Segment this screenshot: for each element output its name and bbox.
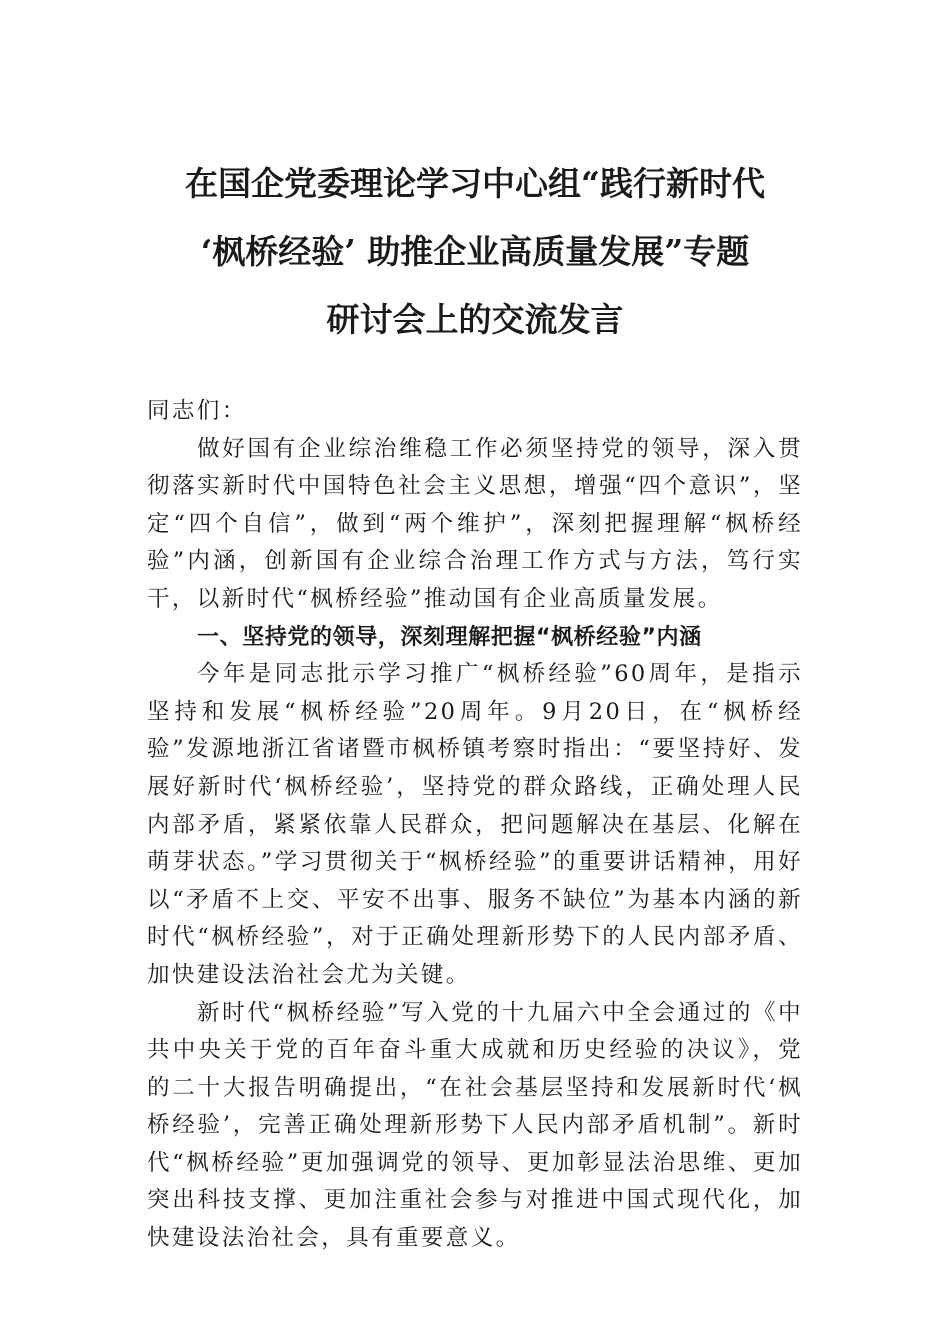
title-line-2: ‘枫桥经验’ 助推企业高质量发展”专题 xyxy=(200,232,750,271)
title-line-3: 研讨会上的交流发言 xyxy=(326,300,624,339)
document-title xyxy=(140,150,810,354)
title-line-1: 在国企党委理论学习中心组“践行新时代 xyxy=(185,164,765,203)
salutation: 同志们： xyxy=(147,398,247,424)
paragraph-3: 新时代“枫桥经验”写入党的十九届六中全会通过的《中共中央关于党的百年奋斗重大成就和历史经验的决议》，党的二十大报告明确提出，“在社会基层坚持和发展新时代‘枫桥经验’，完善正确处理新形势下人民内部矛盾机制”。新时代“枫桥经验”更加强调党的领导、更加彰显法治思维、更加突出科技支撑、更加注重社会参与对推进中国式现代化，加快建设法治社会，具有重要意义。 xyxy=(147,999,803,1252)
paragraph-intro: 做好国有企业综治维稳工作必须坚持党的领导，深入贯彻落实新时代中国特色社会主义思想，增强“四个意识”，坚定“四个自信”，做到“两个维护”，深刻把握理解“枫桥经验”内涵，创新国有企业综合治理工作方式与方法，笃行实干，以新时代“枫桥经验”推动国有企业高质量发展。 xyxy=(147,435,803,612)
document-body xyxy=(147,393,803,1258)
section-heading-1: 一、坚持党的领导，深刻理解把握“枫桥经验”内涵 xyxy=(197,624,702,650)
paragraph-2: 今年是同志批示学习推广“枫桥经验”60周年，是指示坚持和发展“枫桥经验”20周年。9月20日，在“枫桥经验”发源地浙江省诸暨市枫桥镇考察时指出：“要坚持好、发展好新时代‘枫桥经验’，坚持党的群众路线，正确处理人民内部矛盾，紧紧依靠人民群众，把问题解决在基层、化解在萌芽状态。”学习贯彻关于“枫桥经验”的重要讲话精神，用好以“矛盾不上交、平安不出事、服务不缺位”为基本内涵的新时代“枫桥经验”，对于正确处理新形势下的人民内部矛盾、加快建设法治社会尤为关键。 xyxy=(147,661,803,988)
